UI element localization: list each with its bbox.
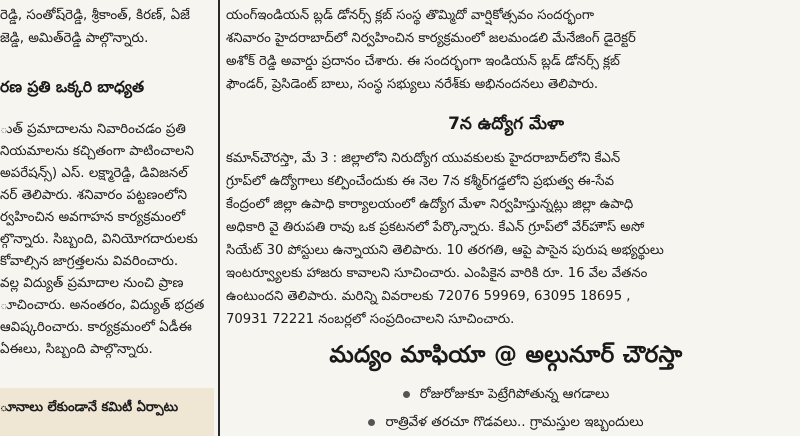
left-text-line: వల్ల విద్యుత్ ప్రమాదాల నుంచి ప్రాణ bbox=[0, 276, 184, 291]
article-text-line: 70931 72221 నంబర్లలో సంప్రదించాలని సూచించారు. bbox=[226, 312, 515, 327]
article-text-line: కమాన్‌చౌరస్తా, మే 3 : జిల్లాలోని నిరుద్యోగ యువకులకు హైదరాబాద్‌లోని కేఎన్ bbox=[226, 151, 621, 166]
article-text-line: ఉంటుందని తెలిపారు. మరిన్ని వివరాలకు 72076 59969, 63095 18695 , bbox=[226, 289, 631, 304]
intro-text-line: అశోక్ రెడ్డి అవార్డు ప్రదానం చేశారు. ఈ సందర్భంగా ఇండియన్ బ్లడ్ డోనర్స్ క్లబ్ bbox=[226, 54, 620, 69]
left-text-line: ల్గొన్నారు. సిబ్బంది, వినియోగదారులకు bbox=[0, 232, 198, 247]
left-text-line: ూచించారు. అనంతరం, విద్యుత్ భద్రత bbox=[0, 298, 205, 313]
column-divider bbox=[218, 0, 220, 436]
left-text-line: అపరేషన్స్) ఎస్. లక్ష్మారెడ్డి, డివిజనల్ bbox=[0, 166, 188, 181]
left-text-line: ుత్ ప్రమాదాలను నివారించడం ప్రతి bbox=[0, 122, 186, 137]
liquor-mafia-headline: మద్యం మాఫియా @ అల్గునూర్ చౌరస్తా bbox=[329, 342, 683, 368]
intro-text-line: శనివారం హైదరాబాద్‌లో నిర్వహించిన కార్యక్రమంలో జలమండలి మేనేజింగ్ డైరెక్టర్ bbox=[226, 31, 636, 46]
job-fair-heading: 7న ఉద్యోగ మేళా bbox=[448, 114, 564, 134]
article-text-line: సియేట్ 30 పోస్టులు ఉన్నాయని తెలిపారు. 10 తరగతి, ఆపై పాసైన పురుష అభ్యర్థులు bbox=[226, 243, 664, 258]
subheadline-bullet bbox=[226, 386, 786, 405]
bullet-dot-icon bbox=[403, 391, 410, 398]
right-column bbox=[226, 0, 796, 436]
left-text-line: నర్ తెలిపారు. శనివారం పట్టణంలోని bbox=[0, 188, 188, 203]
left-bottom-heading: ూనాలు లేకుండానే కమిటీ ఏర్పాటు bbox=[0, 400, 179, 415]
left-text-line: జెడ్డి, అమిత్‌రెడ్డి పాల్గొన్నారు. bbox=[0, 31, 149, 46]
left-section-heading: రణ ప్రతి ఒక్కరి బాధ్యత bbox=[0, 78, 145, 96]
left-text-line: ఏఈలు, సిబ్బంది పాల్గొన్నారు. bbox=[0, 342, 153, 357]
left-text-line: రెడ్డి, సంతోష్‌రెడ్డి, శ్రీకాంత్, కిరణ్, ఏజే bbox=[0, 8, 190, 23]
intro-text-line: ఫౌండర్, ప్రెసిడెంట్ బాలు, సంస్థ సభ్యులు నరేశ్‌కు అభినందనలు తెలిపారు. bbox=[226, 77, 599, 92]
intro-text-line: యంగ్ఇండియన్ బ్లడ్ డోనర్స్ క్లబ్ సంస్థ తొమ్మిదో వార్షికోత్సవం సందర్భంగా bbox=[226, 8, 594, 23]
left-text-line: కోవాల్సిన జాగ్రత్తలను వివరించారు. bbox=[0, 254, 179, 269]
left-text-line: నియమాలను కచ్చితంగా పాటించాలని bbox=[0, 144, 194, 159]
left-text-line: ర్వహించిన అవగాహన కార్యక్రమంలో bbox=[0, 210, 186, 225]
left-bottom-box bbox=[0, 388, 214, 436]
article-text-line: ఇంటర్వ్యూలకు హాజరు కావాలని సూచించారు. ఎంపికైన వారికి రూ. 16 వేల వేతనం bbox=[226, 266, 648, 281]
article-text-line: అధికారి వై తిరుపతి రావు ఒక ప్రకటనలో పేర్కొన్నారు. కేఎన్ గ్రూప్‌లో వేర్‌హౌస్ అసో bbox=[226, 220, 645, 235]
subheadline-bullet bbox=[226, 414, 786, 433]
bullet-dot-icon bbox=[368, 419, 375, 426]
bullet-text: రాత్రివేళ తరచూ గొడవలు.. గ్రామస్తుల ఇబ్బందులు bbox=[385, 414, 644, 430]
article-text-line: గ్రూప్‌లో ఉద్యోగాలు కల్పించేందుకు ఈ నెల 7న కశ్మీర్‌గడ్డలోని ప్రభుత్వ ఈ-సేవ bbox=[226, 174, 615, 189]
left-text-line: ఆవిష్కరించారు. కార్యక్రమంలో ఏడీఈ bbox=[0, 320, 192, 335]
bullet-text: రోజురోజుకూ పెట్రేగిపోతున్న ఆగడాలు bbox=[419, 386, 610, 402]
article-text-line: కేంద్రంలో జిల్లా ఉపాధి కార్యాలయంలో ఉద్యోగ మేళా నిర్వహిస్తున్నట్లు జిల్లా ఉపాధి bbox=[226, 197, 634, 212]
left-column bbox=[0, 0, 216, 436]
